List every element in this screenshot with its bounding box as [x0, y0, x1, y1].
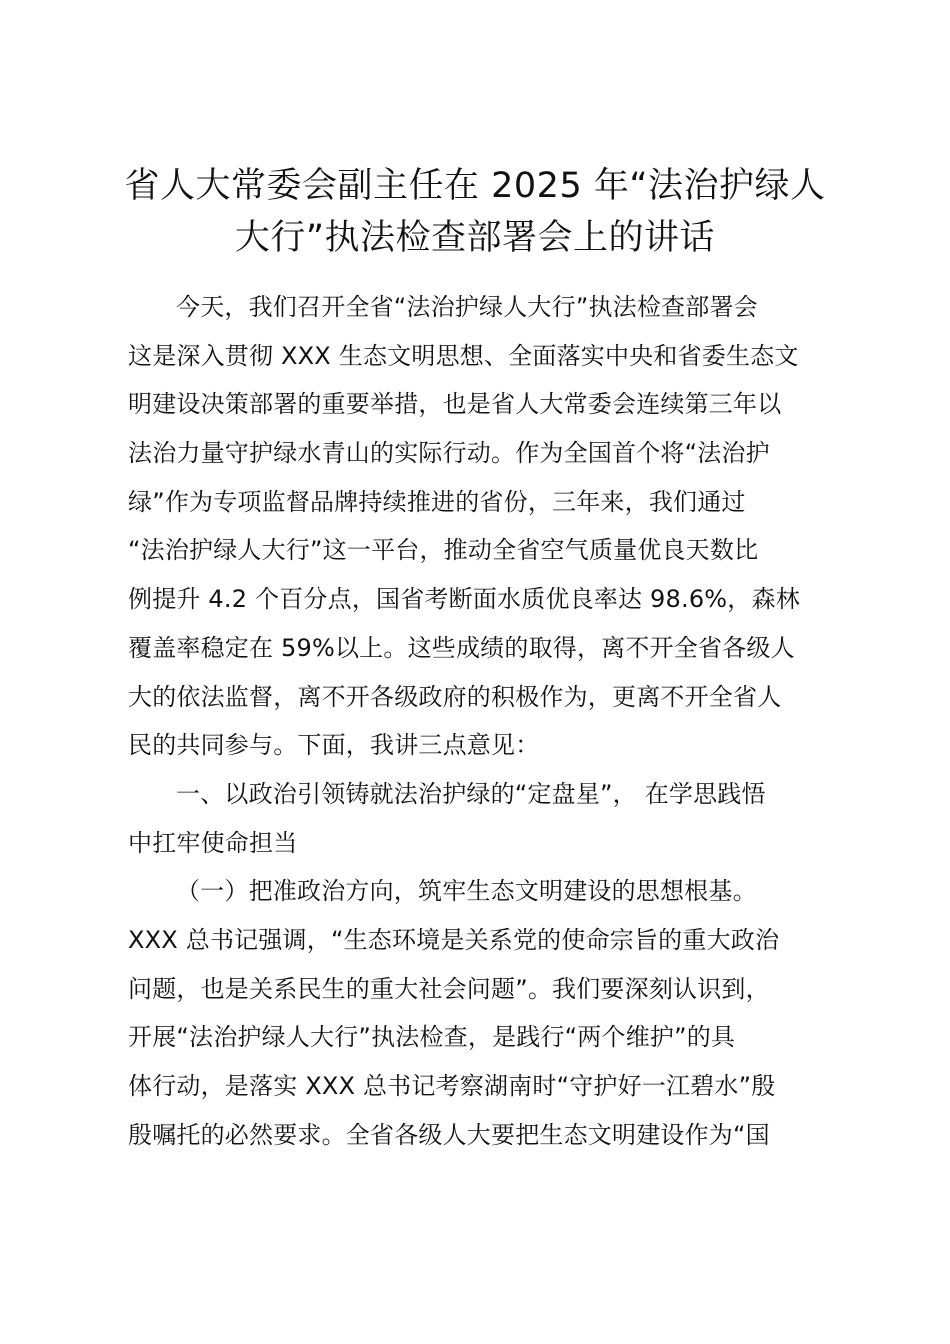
paragraph-line: 问题，也是关系民生的重大社会问题”。我们要深刻认识到， [128, 974, 770, 1003]
section-heading-line: 一、以政治引领铸就法治护绿的“定盘星”， 在学思践悟 [176, 779, 766, 808]
title-line-2: 大行”执法检查部署会上的讲话 [234, 218, 716, 258]
title-line-1: 省人大常委会副主任在 2025 年“法治护绿人 [124, 166, 826, 206]
document-body [128, 283, 838, 1159]
paragraph-line: 今天，我们召开全省“法治护绿人大行”执法检查部署会 [176, 293, 758, 321]
section-heading-line: 中扛牢使命担当 [128, 828, 298, 857]
paragraph-line: 体行动，是落实 XXX 总书记考察湖南时“守护好一江碧水”殷 [128, 1072, 776, 1100]
paragraph-line: 绿”作为专项监督品牌持续推进的省份，三年来，我们通过 [128, 487, 746, 516]
paragraph-line: “法治护绿人大行”这一平台，推动全省空气质量优良天数比 [128, 536, 759, 565]
subsection-heading-line: （一）把准政治方向，筑牢生态文明建设的思想根基。 [176, 877, 757, 906]
paragraph-line: 殷嘱托的必然要求。全省各级人大要把生态文明建设作为“国 [128, 1120, 770, 1149]
paragraph-line: 大的依法监督，离不开各级政府的积极作为，更离不开全省人 [128, 682, 782, 711]
document-title [100, 160, 850, 264]
paragraph-line: 这是深入贯彻 XXX 生态文明思想、全面落实中央和省委生态文 [128, 341, 799, 370]
paragraph-line: XXX 总书记强调，“生态环境是关系党的使命宗旨的重大政治 [128, 925, 780, 954]
paragraph-line: 例提升 4.2 个百分点，国省考断面水质优良率达 98.6%，森林 [128, 585, 800, 614]
paragraph-line: 明建设决策部署的重要举措，也是省人大常委会连续第三年以 [128, 390, 782, 419]
paragraph-line: 民的共同参与。下面，我讲三点意见： [128, 731, 540, 760]
paragraph-line: 覆盖率稳定在 59%以上。这些成绩的取得，离不开全省各级人 [128, 633, 795, 662]
paragraph-line: 法治力量守护绿水青山的实际行动。作为全国首个将“法治护 [128, 439, 770, 468]
paragraph-line: 开展“法治护绿人大行”执法检查，是践行“两个维护”的具 [128, 1023, 736, 1052]
